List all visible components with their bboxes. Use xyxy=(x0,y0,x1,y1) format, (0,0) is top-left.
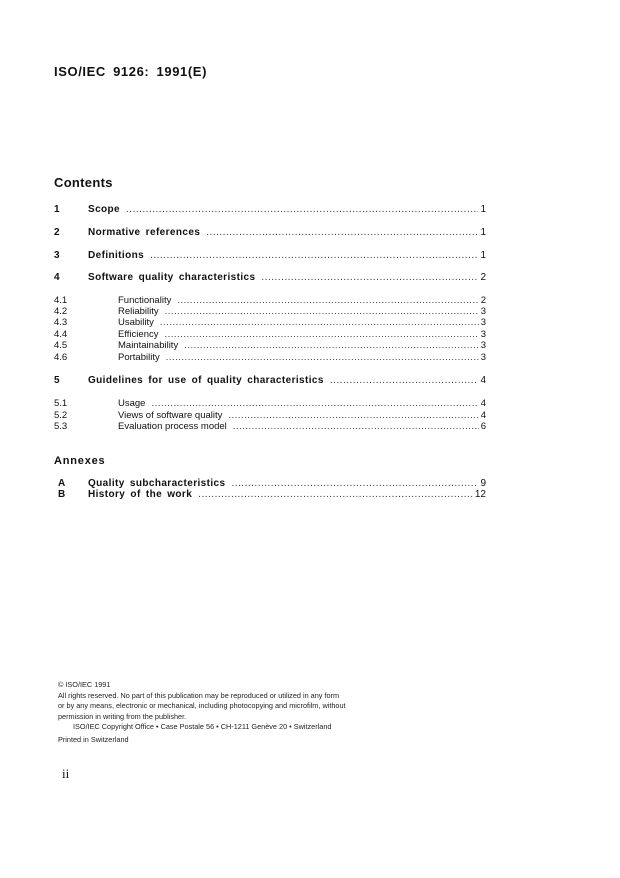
annex-letter: A xyxy=(58,478,66,489)
copyright-office-address: ISO/IEC Copyright Office • Case Postale 56 • CH-1211 Genève 20 • Switzerland xyxy=(73,722,332,731)
toc-subentry[interactable] xyxy=(54,340,486,352)
annexes-heading: Annexes xyxy=(54,455,106,467)
toc-dot-leader xyxy=(150,250,478,262)
toc-entry-page: 3 xyxy=(480,340,486,351)
toc-entry-number: 4.2 xyxy=(54,306,68,317)
toc-entry-page: 3 xyxy=(480,317,486,328)
rights-text: or by any means, electronic or mechanical, including photocopying and microfilm, without xyxy=(58,701,346,710)
document-header: ISO/IEC 9126: 1991(E) xyxy=(54,64,207,79)
toc-entry-title: Efficiency xyxy=(118,329,159,340)
toc-entry-title: Portability xyxy=(118,352,160,363)
toc-dot-leader xyxy=(233,421,479,433)
toc-subentry[interactable] xyxy=(54,398,486,410)
toc-entry-title: Usage xyxy=(118,398,146,409)
toc-entry-number: 4.3 xyxy=(54,317,68,328)
toc-entry-page: 3 xyxy=(480,306,486,317)
toc-entry-page: 1 xyxy=(480,204,486,215)
toc-entry-title: Functionality xyxy=(118,295,172,306)
toc-subentry[interactable] xyxy=(54,317,486,329)
toc-entry-page: 2 xyxy=(480,295,486,306)
toc-entry-number: 5.1 xyxy=(54,398,68,409)
toc-entry-number: 2 xyxy=(54,227,60,238)
toc-entry-number: 4 xyxy=(54,272,60,283)
toc-entry-page: 2 xyxy=(480,272,486,283)
toc-entry[interactable] xyxy=(54,227,486,239)
annex-entry[interactable] xyxy=(54,489,486,501)
rights-text: All rights reserved. No part of this publication may be reproduced or utilized in any form xyxy=(58,690,340,700)
toc-entry-number: 3 xyxy=(54,250,60,261)
toc-entry-title: Definitions xyxy=(88,250,145,261)
toc-dot-leader xyxy=(330,375,479,387)
toc-subentry[interactable] xyxy=(54,421,486,433)
toc-entry[interactable] xyxy=(54,204,486,216)
toc-entry-number: 4.4 xyxy=(54,329,68,340)
toc-entry-page: 3 xyxy=(480,352,486,363)
toc-entry[interactable] xyxy=(54,272,486,284)
toc-dot-leader xyxy=(166,352,479,364)
toc-entry-title: Views of software quality xyxy=(118,410,223,421)
toc-entry-number: 5 xyxy=(54,375,60,386)
toc-entry-title: Usability xyxy=(118,317,154,328)
toc-entry-page: 4 xyxy=(480,375,486,386)
toc-subentry[interactable] xyxy=(54,352,486,364)
toc-entry-number: 4.6 xyxy=(54,352,68,363)
toc-entry-page: 1 xyxy=(480,227,486,238)
toc-entry-number: 5.2 xyxy=(54,410,68,421)
annex-page: 9 xyxy=(480,478,486,489)
toc-entry-page: 4 xyxy=(480,410,486,421)
toc-entry-title: Maintainability xyxy=(118,340,179,351)
toc-entry-title: Scope xyxy=(88,204,121,215)
rights-text: permission in writing from the publisher. xyxy=(58,711,187,721)
toc-dot-leader xyxy=(151,398,478,410)
toc-entry-number: 4.1 xyxy=(54,295,68,306)
printed-in: Printed in Switzerland xyxy=(58,734,129,744)
copyright-line: © ISO/IEC 1991 xyxy=(58,680,111,689)
toc-entry-title: Guidelines for use of quality characteristics xyxy=(88,375,324,386)
toc-entry-title: Normative references xyxy=(88,227,201,238)
toc-entry-title: Reliability xyxy=(118,306,159,317)
toc-dot-leader xyxy=(160,317,479,329)
toc-entry[interactable] xyxy=(54,375,486,387)
annex-title: History of the work xyxy=(88,489,193,500)
toc-entry-number: 5.3 xyxy=(54,421,68,432)
copyright-notice xyxy=(58,680,418,745)
toc-entry-page: 6 xyxy=(480,421,486,432)
toc-dot-leader xyxy=(126,204,478,216)
toc-dot-leader xyxy=(261,272,478,284)
page-number: ii xyxy=(62,766,70,781)
toc-entry-page: 1 xyxy=(480,250,486,261)
toc-entry[interactable] xyxy=(54,250,486,262)
toc-entry-page: 3 xyxy=(480,329,486,340)
toc-entry-page: 4 xyxy=(480,398,486,409)
toc-dot-leader xyxy=(184,340,479,352)
annex-page: 12 xyxy=(474,489,486,500)
toc-dot-leader xyxy=(206,227,478,239)
toc-dot-leader xyxy=(198,489,473,501)
toc-entry-number: 1 xyxy=(54,204,60,215)
toc-entry-title: Software quality characteristics xyxy=(88,272,256,283)
toc-entry-title: Evaluation process model xyxy=(118,421,227,432)
toc-entry-number: 4.5 xyxy=(54,340,68,351)
annex-letter: B xyxy=(58,489,66,500)
annex-title: Quality subcharacteristics xyxy=(88,478,226,489)
contents-heading: Contents xyxy=(54,175,113,190)
